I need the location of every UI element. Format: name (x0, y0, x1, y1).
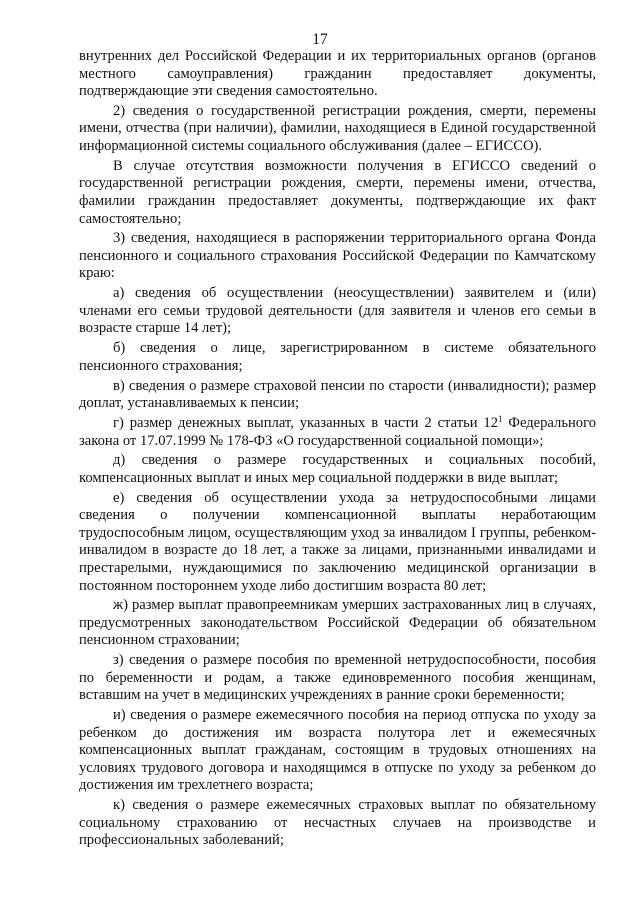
paragraph-subitem-b: б) сведения о лице, зарегистрированном в системе обязательного пенсионного страхования; (79, 340, 596, 374)
document-body (79, 48, 596, 852)
paragraph-item-2: 2) сведения о государственной регистрации рождения, смерти, перемены имени, отчества (при наличии), фамилии, находящиеся в Единой государственной информационной системы социального обслуживания (далее – ЕГИССО). (79, 102, 596, 155)
paragraph-subitem-k: к) сведения о размере ежемесячных страховых выплат по обязательному социальному страхованию от несчастных случаев на производстве и профессиональных заболеваний; (79, 797, 596, 849)
paragraph-subitem-zh: ж) размер выплат правопреемникам умерших застрахованных лиц в случаях, предусмотренных законодательством Российской Федерации об обязательном пенсионном страховании; (79, 597, 596, 649)
paragraph-egisso-absence: В случае отсутствия возможности получения в ЕГИССО сведений о государственной регистрации рождения, смерти, перемены имени, отчества, фамилии гражданин предоставляет документы, подтверждающие их факт самостоятельно; (79, 157, 596, 227)
paragraph-continuation: внутренних дел Российской Федерации и их территориальных органов (органов местного самоуправления) гражданин предоставляет документы, подтверждающие эти сведения самостоятельно. (79, 48, 596, 100)
paragraph-subitem-d: д) сведения о размере государственных и социальных пособий, компенсационных выплат и иных мер социальной поддержки в виде выплат; (79, 452, 596, 486)
paragraph-subitem-z: з) сведения о размере пособия по временной нетрудоспособности, пособия по беременности и родам, а также единовременного пособия женщинам, вставшим на учет в медицинских учреждениях в ранние сроки беременности; (79, 652, 596, 704)
subitem-g-text-before: г) размер денежных выплат, указанных в части 2 статьи 12 (113, 415, 499, 432)
page-number: 17 (312, 31, 328, 48)
paragraph-subitem-v: в) сведения о размере страховой пенсии по старости (инвалидности); размер доплат, устанавливаемых к пенсии; (79, 377, 596, 412)
paragraph-subitem-g (79, 415, 596, 450)
paragraph-item-3: 3) сведения, находящиеся в распоряжении территориального органа Фонда пенсионного и социального страхования Российской Федерации по Камчатскому краю: (79, 230, 596, 282)
paragraph-subitem-a: а) сведения об осуществлении (неосуществлении) заявителем и (или) членами его семьи трудовой деятельности (для заявителя и членов его семьи в возрасте старше 14 лет); (79, 285, 596, 337)
subitem-g-text-after: Федерального закона от 17.07.1999 № 178-ФЗ «О государственной социальной помощи»; (79, 415, 597, 449)
paragraph-subitem-e: е) сведения об осуществлении ухода за нетрудоспособными лицами сведения о получении компенсационной выплаты неработающим трудоспособным лицом, осуществляющим уход за инвалидом I группы, ребенком-инвалидом в возрасте до 18 лет, а также за лицами, признанными инвалидами и престарелыми, нуждающимися по заключению медицинской организации в постоянном постороннем уходе либо достигшим возраста 80 лет; (79, 489, 596, 594)
subitem-g-superscript: 1 (498, 414, 503, 425)
paragraph-subitem-i: и) сведения о размере ежемесячного пособия на период отпуска по уходу за ребенком до достижения им возраста полутора лет и ежемесячных компенсационных выплат гражданам, состоящим в трудовых отношениях на условиях трудового договора и находящимся в отпуске по уходу за ребенком до достижения им трехлетнего возраста; (79, 707, 596, 794)
